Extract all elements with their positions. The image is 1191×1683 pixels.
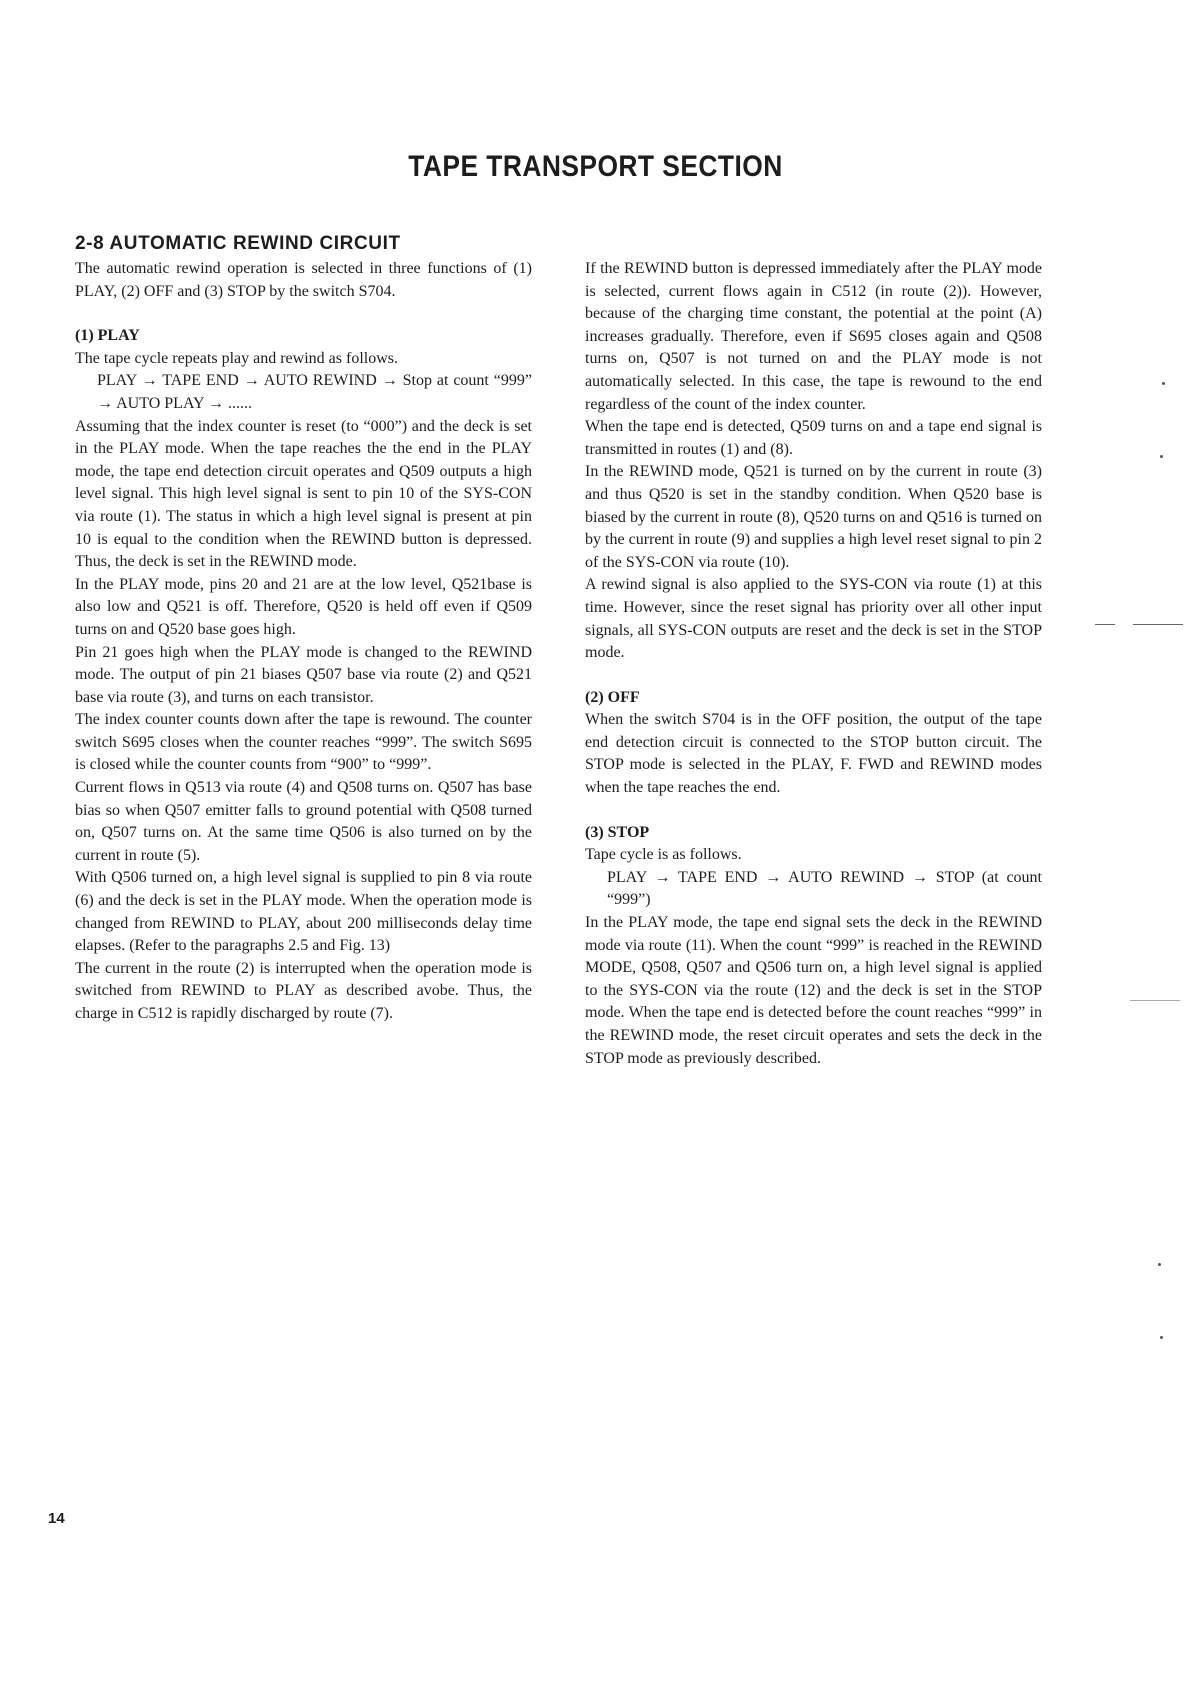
scan-mark — [1130, 1000, 1180, 1001]
off-subheading: (2) OFF — [585, 688, 640, 706]
stop-sequence: PLAY → TAPE END → AUTO REWIND → STOP (at count “999”) — [607, 868, 1042, 909]
play-subheading: (1) PLAY — [75, 327, 140, 345]
paragraph: Current flows in Q513 via route (4) and Q508 turns on. Q507 has base bias so when Q507 emitter falls to ground potential with Q508 turned on, Q507 turns on. At the same time Q506 is also turned on by the current in route (5). — [75, 779, 532, 864]
paragraph: When the tape end is detected, Q509 turns on and a tape end signal is transmitted in routes (1) and (8). — [585, 418, 1042, 458]
scan-speck — [1160, 455, 1163, 458]
paragraph: With Q506 turned on, a high level signal is supplied to pin 8 via route (6) and the deck is set in the PLAY mode. When the operation mode is changed from REWIND to PLAY, about 200 milliseconds delay time elapses. (Refer to the paragraphs 2.5 and Fig. 13) — [75, 869, 532, 955]
scan-mark — [1095, 624, 1115, 625]
paragraph: In the REWIND mode, Q521 is turned on by the current in route (3) and thus Q520 is set in the standby condition. When Q520 base is biased by the current in route (8), Q520 turns on and Q516 is turned on by the current in route (9) and supplies a high level reset signal to pin 2 of the SYS-CON via route (10). — [585, 463, 1042, 571]
play-sequence: PLAY → TAPE END → AUTO REWIND → Stop at count “999” → AUTO PLAY → ...... — [97, 372, 532, 412]
left-column — [75, 258, 532, 1026]
scan-speck — [1160, 1336, 1163, 1339]
paragraph: The tape cycle repeats play and rewind as follows. — [75, 349, 398, 367]
scan-speck — [1158, 1263, 1161, 1266]
paragraph: The current in the route (2) is interrupted when the operation mode is switched from REWIND to PLAY as described avobe. Thus, the charge in C512 is rapidly discharged by route (7). — [75, 959, 532, 1022]
paragraph: In the PLAY mode, pins 20 and 21 are at the low level, Q521base is also low and Q521 is off. Therefore, Q520 is held off even if Q509 turns on and Q520 base goes high. — [75, 575, 532, 638]
page-number: 14 — [48, 1510, 65, 1527]
section-heading: 2-8 AUTOMATIC REWIND CIRCUIT — [75, 233, 401, 254]
intro-paragraph: The automatic rewind operation is selected in three functions of (1) PLAY, (2) OFF and (3) STOP by the switch S704. — [75, 260, 532, 300]
paragraph: Tape cycle is as follows. — [585, 846, 742, 864]
paragraph: When the switch S704 is in the OFF position, the output of the tape end detection circuit is connected to the STOP button circuit. The STOP mode is selected in the PLAY, F. FWD and REWIND modes when the tape reaches the end. — [585, 711, 1042, 797]
scan-speck — [1162, 382, 1165, 385]
right-column — [585, 258, 1042, 1070]
paragraph: Pin 21 goes high when the PLAY mode is changed to the REWIND mode. The output of pin 21 biases Q507 base via route (2) and Q521 base via route (3), and turns on each transistor. — [75, 643, 532, 706]
paragraph: If the REWIND button is depressed immediately after the PLAY mode is selected, current flows again in C512 (in route (2)). However, because of the charging time constant, the potential at the point (A) increases gradually. Therefore, even if S695 closes again and Q508 turns on, Q507 is not turned on and the PLAY mode is not automatically selected. In this case, the tape is rewound to the end regardless of the count of the index counter. — [585, 260, 1042, 413]
paragraph: Assuming that the index counter is reset (to “000”) and the deck is set in the PLAY mode. When the tape reaches the the end in the PLAY mode, the tape end detection circuit operates and Q509 outputs a high level signal. This high level signal is sent to pin 10 of the SYS-CON via route (1). The status in which a high level signal is present at pin 10 is equal to the condition when the REWIND button is depressed. Thus, the deck is set in the REWIND mode. — [75, 417, 532, 571]
paragraph: The index counter counts down after the tape is rewound. The counter switch S695 closes when the counter reaches “999”. The switch S695 is closed while the counter counts from “900” to “999”. — [75, 711, 532, 774]
stop-subheading: (3) STOP — [585, 823, 650, 841]
scan-mark — [1133, 624, 1183, 625]
page-title: TAPE TRANSPORT SECTION — [408, 150, 783, 183]
paragraph: In the PLAY mode, the tape end signal sets the deck in the REWIND mode via route (11). When the count “999” is reached in the REWIND MODE, Q508, Q507 and Q506 turn on, a high level signal is applied to the SYS-CON via the route (12) and the deck is set in the STOP mode. When the tape end is detected before the count reaches “999” in the REWIND mode, the reset circuit operates and sets the deck in the STOP mode as previously described. — [585, 914, 1042, 1067]
paragraph: A rewind signal is also applied to the SYS-CON via route (1) at this time. However, since the reset signal has priority over all other input signals, all SYS-CON outputs are reset and the deck is set in the STOP mode. — [585, 576, 1042, 662]
